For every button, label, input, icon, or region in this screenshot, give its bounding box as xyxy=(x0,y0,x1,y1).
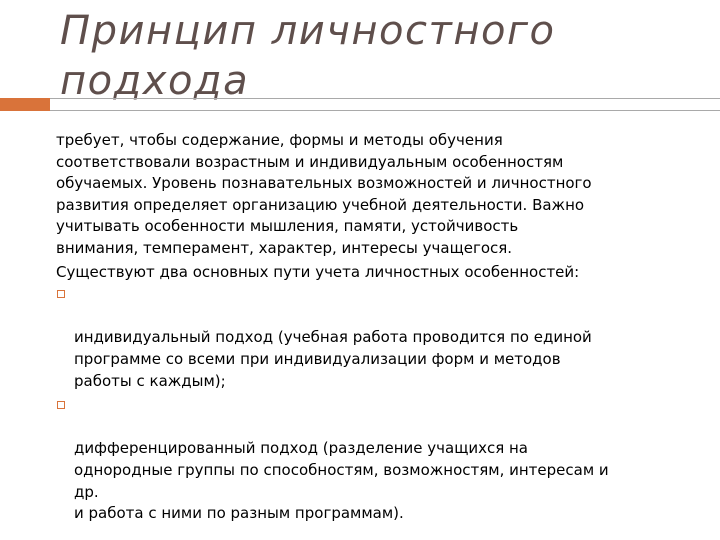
bullet-list xyxy=(56,284,704,525)
list-item xyxy=(56,284,704,392)
slide-title: Принцип личностного подхода xyxy=(60,8,556,104)
title-divider-top xyxy=(50,98,720,99)
slide-body xyxy=(56,130,704,525)
ways-paragraph: Существуют два основных пути учета личностных особенностей: xyxy=(56,262,580,281)
title-accent-bar xyxy=(0,98,50,111)
hollow-square-icon xyxy=(57,290,65,298)
bullet-text-differentiated: дифференцированный подход (разделение учащихся на однородные группы по способностям, возможностям, интересам и др. и работа с ними по разным программам). xyxy=(74,439,609,523)
hollow-square-icon xyxy=(57,401,65,409)
list-item xyxy=(56,395,704,525)
bullet-text-individual: индивидуальный подход (учебная работа проводится по единой программе со всеми при индивидуализации форм и методов работы с каждым); xyxy=(74,328,592,390)
title-divider-bottom xyxy=(50,110,720,111)
intro-paragraph: требует, чтобы содержание, формы и методы обучения соответствовали возрастным и индивидуальным особенностям обучаемых. Уровень познавательных возможностей и личностного развития определяет организацию учебной деятельности. Важно учитывать особенности мышления, памяти, устойчивость внимания, темперамент, характер, интересы учащегося. xyxy=(56,131,592,257)
